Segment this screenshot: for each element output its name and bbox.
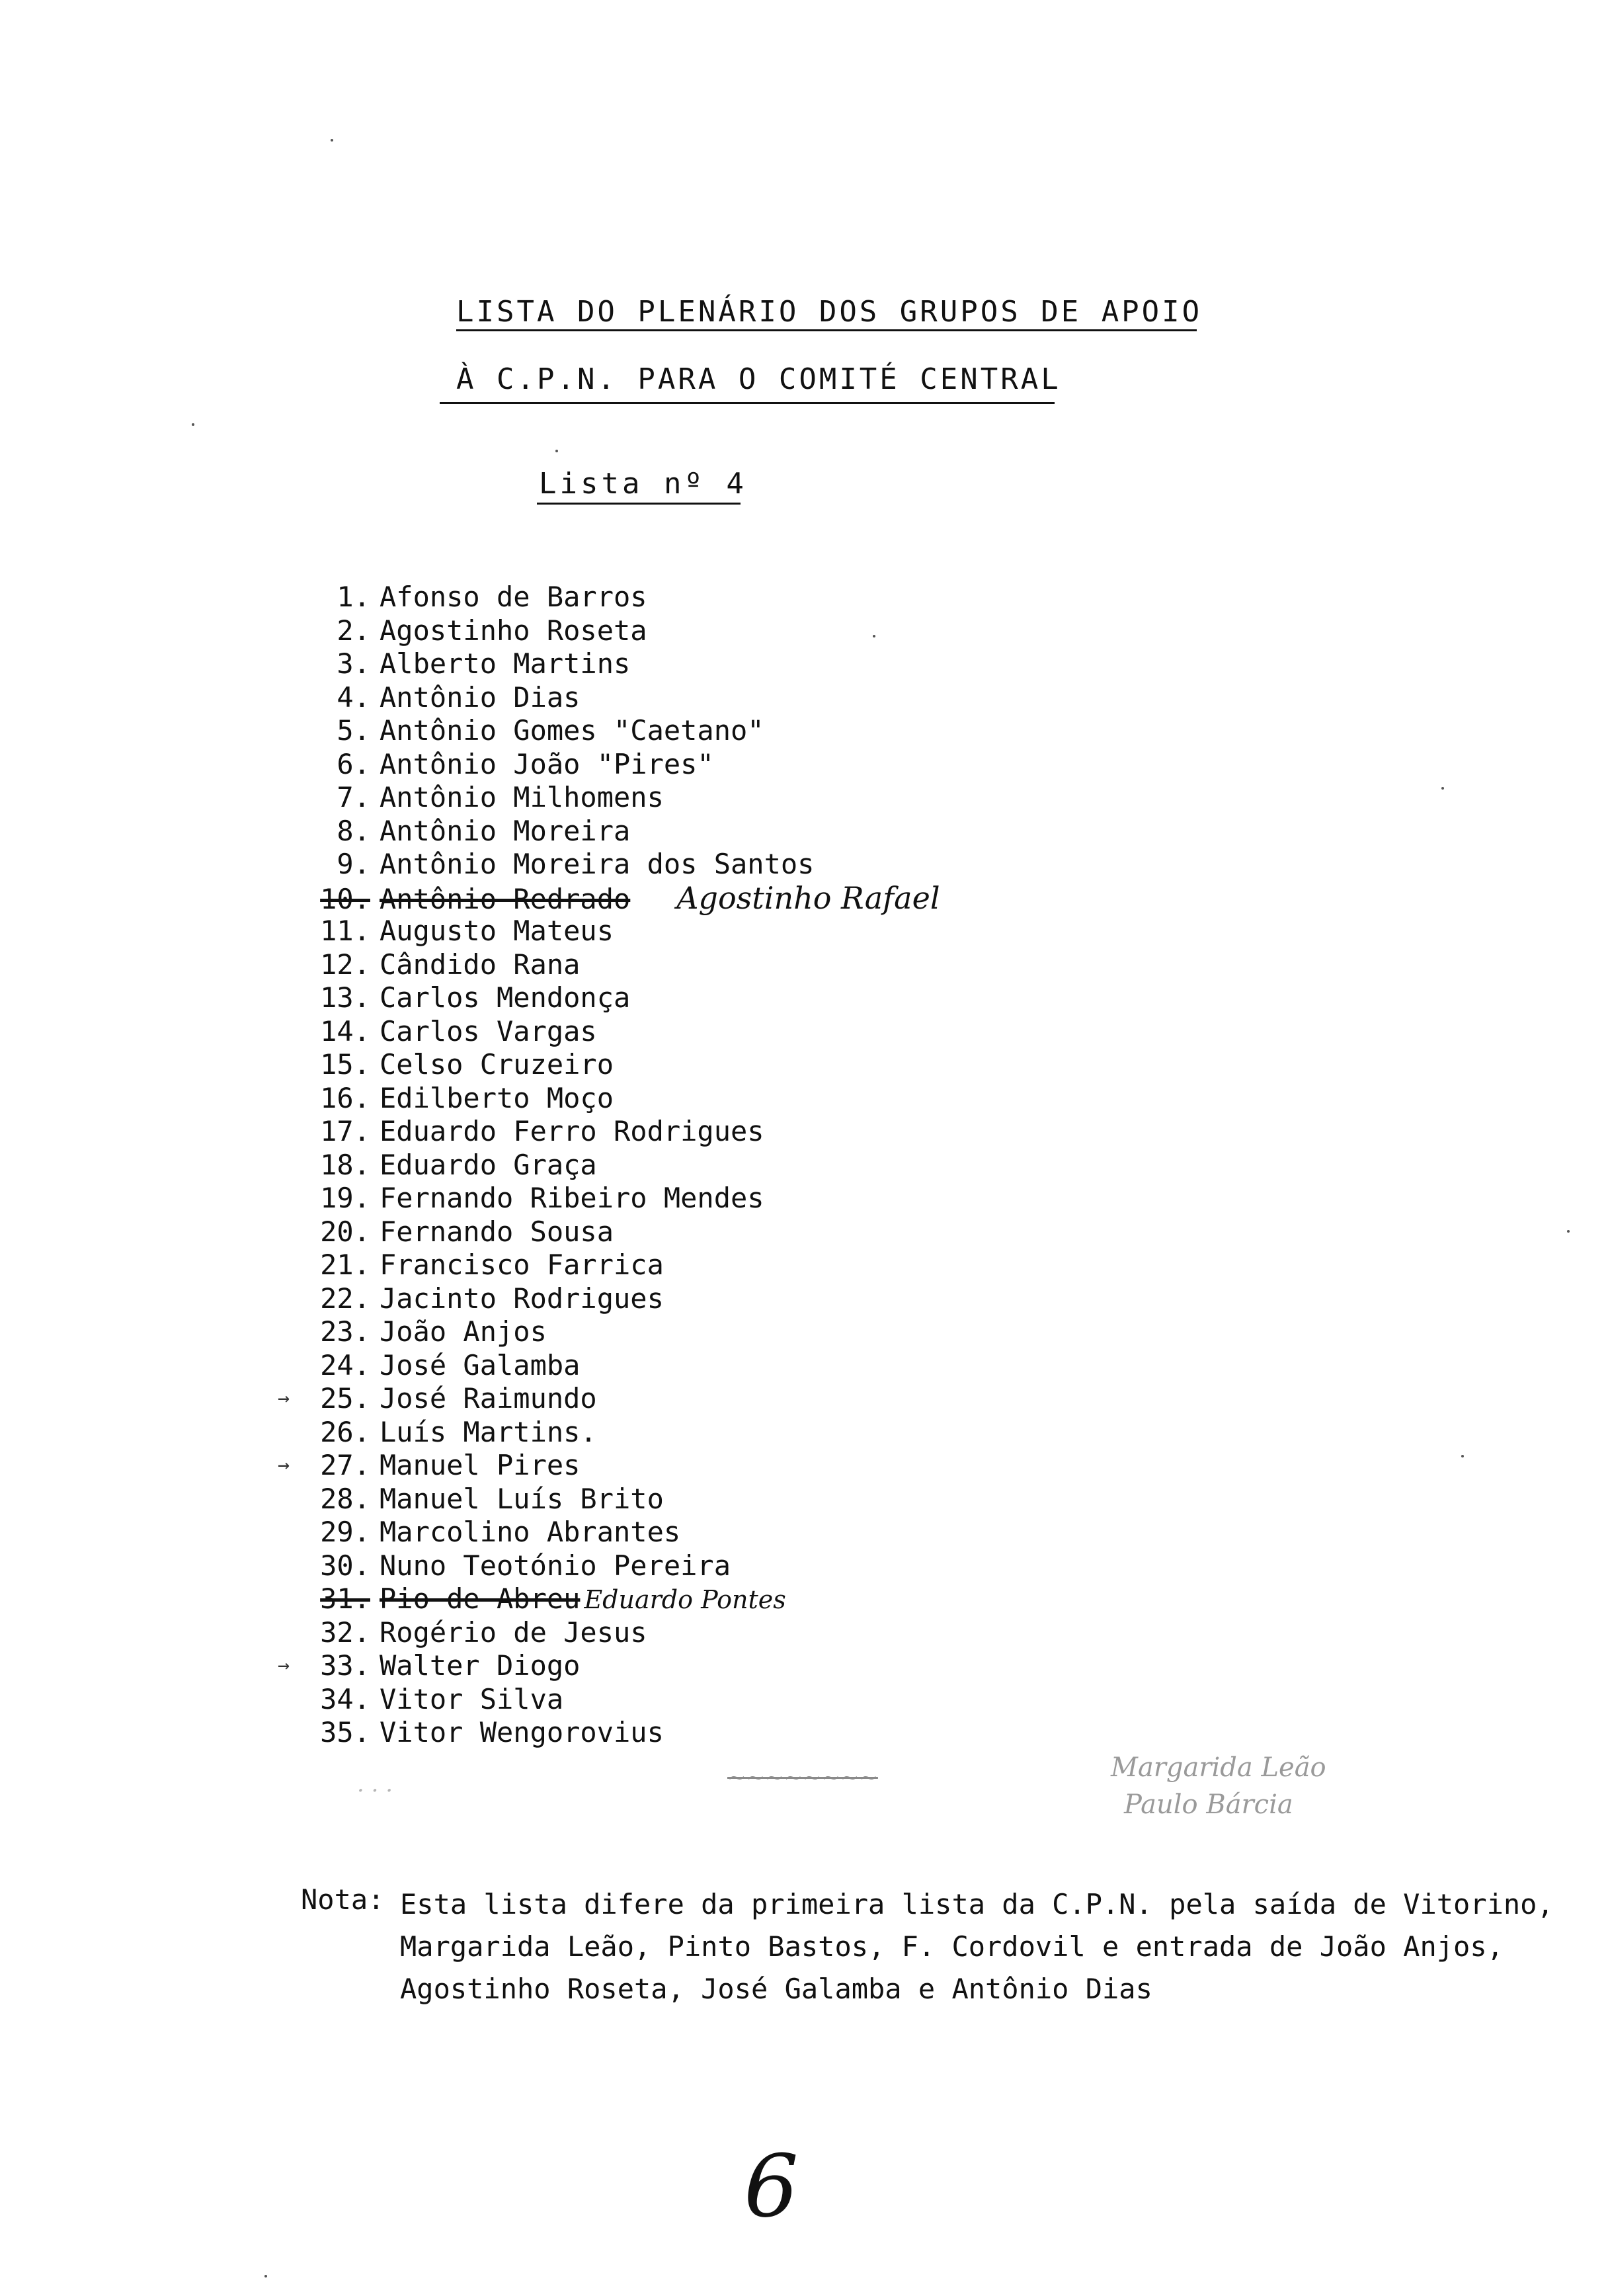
list-item-number: 31. [320,1582,370,1615]
list-item [311,1549,940,1583]
margin-arrow-icon: → [278,1654,290,1677]
title-underline-1 [456,329,1197,331]
list-item-name: Pio de Abreu [380,1582,581,1615]
list-item-number: 9. [337,848,370,880]
list-item-name: Antônio Moreira [380,814,631,847]
list-item-name: Vitor Silva [380,1682,564,1715]
list-item-number: 16. [320,1081,370,1114]
list-item [311,1716,940,1750]
list-item-name: Carlos Mendonça [380,981,631,1014]
scan-speck [1461,1455,1464,1457]
list-item-name: Celso Cruzeiro [380,1048,614,1081]
list-item-number: 3. [337,647,370,680]
list-item-number: 14. [320,1014,370,1047]
list-item [311,1249,940,1282]
list-item [311,1349,940,1383]
list-item-number: 13. [320,981,370,1014]
list-item [311,948,940,982]
list-item-name: Manuel Luís Brito [380,1482,664,1515]
list-item-name: Fernando Sousa [380,1215,614,1248]
list-item-number: 1. [337,581,370,613]
list-item-name: Luís Martins. [380,1415,597,1448]
list-item-name: Marcolino Abrantes [380,1516,681,1548]
list-item-number: 5. [337,714,370,747]
list-item [311,1048,940,1082]
list-item-name: Agostinho Roseta [380,614,647,647]
list-item-number: 2. [337,614,370,647]
scan-speck [873,635,875,637]
list-item-number: 33. [320,1649,370,1682]
list-item-number: 32. [320,1616,370,1649]
list-item [311,647,940,681]
member-list [278,581,940,1750]
list-item [311,614,940,648]
handwritten-replacement: Agostinho Rafael [676,880,940,916]
list-subtitle: Lista nº 4 [539,467,747,501]
list-item-number: 22. [320,1282,370,1315]
list-item [311,1082,940,1116]
list-item-number: 11. [320,915,370,947]
list-item [278,1382,940,1416]
title-line-1: LISTA DO PLENÁRIO DOS GRUPOS DE APOIO [456,295,1203,329]
list-item [311,1683,940,1717]
list-item [311,1315,940,1349]
list-item-name: Eduardo Graça [380,1148,597,1181]
list-item-name: Manuel Pires [380,1449,581,1481]
list-item-number: 34. [320,1682,370,1715]
list-item-name: Nuno Teotónio Pereira [380,1549,731,1582]
list-item-name: Antônio João "Pires" [380,747,714,780]
list-item-name: Antônio Moreira dos Santos [380,848,815,880]
subtitle-underline [537,503,741,505]
list-item-name: Antônio Redrado [380,882,631,915]
list-item-number: 6. [337,747,370,780]
list-item [311,1215,940,1249]
list-item-number: 27. [320,1449,370,1481]
list-item-name: João Anjos [380,1315,547,1348]
note-text: Esta lista difere da primeira lista da C.P.N. pela saída de Vitorino, Margarida Leão, Pinto Bastos, F. Cordovil e entrada de João Anjos, Agostinho Roseta, José Galamba e Antônio Dias [400,1888,1554,2005]
list-item-number: 19. [320,1182,370,1214]
faint-struck-notes-middle: ~~~~~~~~ [727,1764,878,1791]
list-item [311,815,940,848]
list-item [311,1582,940,1616]
list-item-number: 10. [320,882,370,915]
handwritten-replacement: Eduardo Pontes [584,1585,786,1614]
scan-speck [1567,1230,1570,1233]
list-item [311,1115,940,1149]
title-line-2: À C.P.N. PARA O COMITÉ CENTRAL [456,362,1061,396]
list-item-name: Francisco Farrica [380,1249,664,1281]
list-item-number: 23. [320,1315,370,1348]
list-item-number: 21. [320,1249,370,1281]
list-item [311,1483,940,1516]
list-item-name: Edilberto Moço [380,1081,614,1114]
list-item [311,1149,940,1182]
list-item [311,1282,940,1316]
list-item-name: Cândido Rana [380,948,581,981]
list-item-number: 20. [320,1215,370,1248]
scan-speck [331,139,333,142]
list-item-name: José Galamba [380,1348,581,1381]
faint-pencil-notes-left: · · · [357,1778,393,1804]
faint-handwritten-name-1: Margarida Leão [1111,1752,1326,1783]
list-item-name: Walter Diogo [380,1649,581,1682]
list-item [311,1616,940,1650]
list-item-number: 17. [320,1115,370,1147]
scan-speck [192,423,194,426]
list-item-name: José Raimundo [380,1382,597,1414]
list-item-name: Antônio Milhomens [380,781,664,813]
list-item [311,981,940,1015]
list-item-number: 25. [320,1382,370,1414]
margin-arrow-icon: → [278,1387,290,1410]
faint-handwritten-name-2: Paulo Bárcia [1124,1789,1293,1820]
note-label: Nota: [301,1883,385,1916]
scan-speck [555,450,558,452]
list-item [311,848,940,882]
list-item [311,882,940,915]
list-item-number: 30. [320,1549,370,1582]
list-item [311,1015,940,1049]
list-item-number: 29. [320,1516,370,1548]
list-item-number: 24. [320,1348,370,1381]
list-item [311,1416,940,1450]
list-item-name: Alberto Martins [380,647,631,680]
list-item [311,1516,940,1549]
list-item-name: Augusto Mateus [380,915,614,947]
list-item [311,681,940,715]
scan-speck [1441,787,1444,790]
list-item-number: 26. [320,1415,370,1448]
list-item-number: 35. [320,1716,370,1748]
scan-speck [264,2275,267,2277]
list-item [278,1449,940,1483]
list-item-number: 4. [337,680,370,714]
list-item [311,915,940,948]
list-item [278,1649,940,1683]
list-item [311,781,940,815]
list-item-number: 12. [320,948,370,981]
list-item-number: 15. [320,1048,370,1081]
list-item-name: Vitor Wengorovius [380,1716,664,1748]
list-item-name: Rogério de Jesus [380,1616,647,1649]
list-item-number: 7. [337,781,370,813]
title-underline-2 [440,402,1055,404]
page-number: 6 [744,2136,799,2236]
list-item-name: Afonso de Barros [380,581,647,613]
list-item-name: Antônio Dias [380,680,581,714]
list-item [311,714,940,748]
list-item-name: Jacinto Rodrigues [380,1282,664,1315]
list-item [311,581,940,614]
list-item [311,1182,940,1215]
list-item-name: Antônio Gomes "Caetano" [380,714,764,747]
list-item-name: Eduardo Ferro Rodrigues [380,1115,764,1147]
list-item-number: 28. [320,1482,370,1515]
list-item [311,748,940,782]
margin-arrow-icon: → [278,1454,290,1477]
list-item-number: 18. [320,1148,370,1181]
list-item-name: Fernando Ribeiro Mendes [380,1182,764,1214]
list-item-name: Carlos Vargas [380,1014,597,1047]
list-item-number: 8. [337,814,370,847]
